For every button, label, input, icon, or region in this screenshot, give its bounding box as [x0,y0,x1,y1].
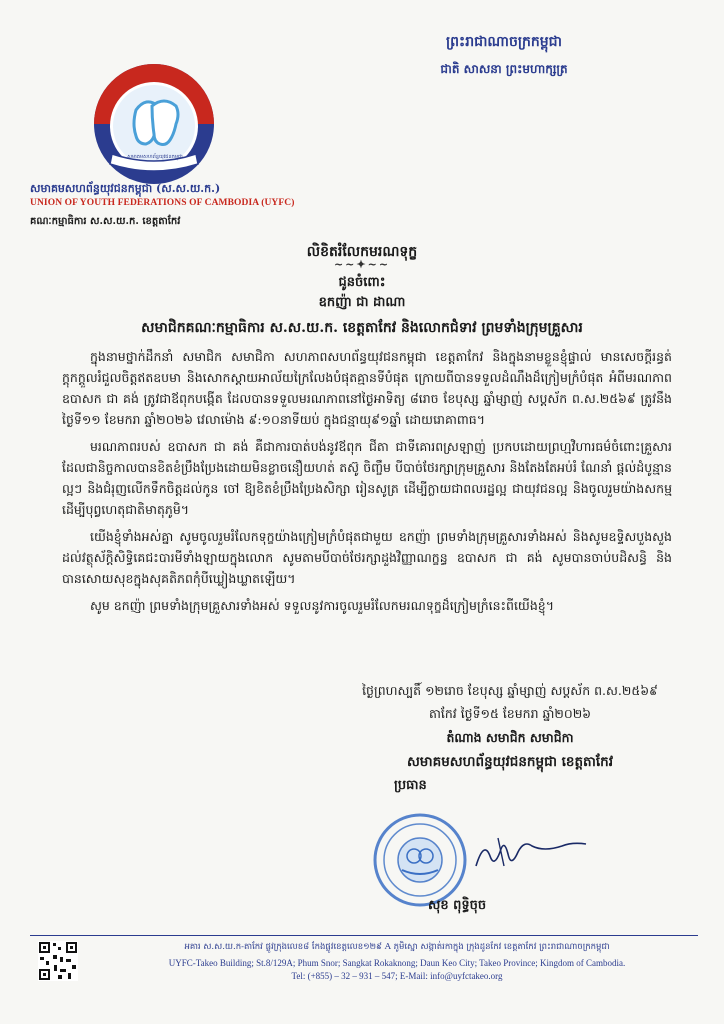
qr-code-icon [38,941,78,981]
addressee-name: ឧកញ៉ា ជា ដាណា [318,295,406,310]
paragraph-4: សូម ឧកញ៉ា ព្រមទាំងក្រុមគ្រួសារទាំងអស់ ទទួលនូវការចូលរួមរំលែកមរណទុក្ខដ៏ក្រៀមក្រំនេះពីយើងខ្ញុំ។ [90,598,554,613]
signing-org: សមាគមសហព័ន្ធយុវជនកម្ពុជា ខេត្តតាកែវ [406,754,614,770]
paragraph-3: យើងខ្ញុំទាំងអស់គ្នា សូមចូលរួមរំលែកទុក្ខយ៉ាងក្រៀមក្រំបំផុតជាមួយ ឧកញ៉ា ព្រមទាំងក្រុមគ្រួសារទាំងអស់ និងសូមឧទ្ទិសបួងសួងដល់វត្ថុស័ក្តិសិទ្ធិគេជះបារមីទាំងឡាយក្នុងលោក សូមតាមបីបាច់ថែរក្សាដួងវិញ្ញាណក្ខន្ធ ឧបាសក ជា គង់ សូមបានចាប់បដិសន្ធិ និងបានសោយសុខក្នុងសុគតិភពកុំបីឃ្លៀងឃ្លាតឡើយ។ [62,529,672,586]
paragraph-1: ក្នុងនាមថ្នាក់ដឹកនាំ សមាជិក សមាជិកា សហភាពសហព័ន្ធយុវជនកម្ពុជា ខេត្តតាកែវ និងក្នុងនាមខ្លួនខ្ញុំផ្ទាល់ មានសេចក្តីរន្ធត់ក្តុកក្តួលរំជួលចិត្តឥតឧបមា និងសោកស្តាយអាល័យក្រៃលែងបំផុតគ្មានទីបំផុត ក្រោយពីបានទទួលដំណឹងដ៏ក្រៀមក្រំបំផុត អំពីមរណភាព ឧបាសក ជា គង់ ត្រូវជាឪពុកបង្កើត ដែលបានទទួលមរណភាពនៅថ្ងៃអាទិត្យ ៨រោច ខែបុស្ស ឆ្នាំម្សាញ់ សប្តស័ក ព.ស.២៥៦៩ ត្រូវនឹងថ្ងៃទី១១ ខែមករា ឆ្នាំ២០២៦ វេលាម៉ោង ៩:១០នាទីយប់ ក្នុងជន្មាយុ៩១ឆ្នាំ ដោយរោគាពាធ។ [62,349,672,427]
footer-address-khmer: អគារ ស.ស.យ.ក-តាកែវ ផ្លូវក្រុងលេខ៨ កែងផ្លូវខេត្តលេខ១២៩ A ភូមិស្នោ សង្កាត់រកាក្នុង ក្រុងដូនកែវ ខេត្តតាកែវ ព្រះរាជាណាចក្រកម្ពុជា [184,942,610,952]
official-seal-stamp [372,812,468,908]
logo-banner-text: សមាគមសហព័ន្ធយុវជនកម្ពុជា [127,154,183,160]
date-solar: តាកែវ ថ្ងៃទី១៥ ខែមករា ឆ្នាំ២០២៦ [428,706,592,721]
title-ornament: ~~✦~~ [333,258,391,271]
footer-divider [30,935,698,936]
handwritten-signature [470,830,590,880]
signer-name: សុខ ពុទ្ធិចុច [428,898,487,913]
paragraph-2: មរណភាពរបស់ ឧបាសក ជា គង់ គឺជាការបាត់បង់នូវឪពុក ជីតា ជាទីគោរពស្រឡាញ់ ប្រកបដោយព្រហ្មវិហារធម៌ចំពោះគ្រួសារ ដែលជានិច្ចកាលបានខិតខំប្រឹងប្រែងដោយមិនខ្លាចនឿយហត់ តស៊ូ ចិញ្ចឹម បីបាច់ថែរក្សាក្រុមគ្រួសារ និងតែងតែអប់រំ ណែនាំ ផ្តល់ដំបូន្មានល្អៗ និងជំរុញលើកទឹកចិត្តដល់កូន ចៅ ឱ្យខិតខំប្រឹងប្រែងសិក្សា រៀនសូត្រ ដើម្បីក្លាយជាពលរដ្ឋល្អ ជាយុវជនល្អ និងចូលរួមយ៉ាងសកម្មដើម្បីបុព្វហេតុជាតិមាតុភូមិ។ [62,439,672,517]
on-behalf-label: តំណាង សមាជិក សមាជិកា [446,730,574,745]
addressee-label: ជូនចំពោះ [338,275,386,290]
addressee-members: សមាជិកគណៈកម្មាធិការ ស.ស.យ.ក. ខេត្តតាកែវ និងលោកជំទាវ ព្រមទាំងក្រុមគ្រួសារ [141,320,583,336]
uyfc-logo [92,62,216,186]
kingdom-motto [394,32,614,79]
footer-contact: Tel: (+855) – 32 – 931 – 547; E-Mail: info@uyfctakeo.org [291,971,503,981]
kingdom-motto-line: ជាតិ សាសនា ព្រះមហាក្សត្រ [440,62,568,76]
letter-body [62,346,672,622]
org-name-khmer: សមាគមសហព័ន្ធយុវជនកម្ពុជា (ស.ស.យ.ក.) [30,182,221,195]
footer-address-english: UYFC-Takeo Building; St.8/129A; Phum Snor; Sangkat Rokaknong; Daun Keo City; Takeo Province; Kingdom of Cambodia. [168,958,626,968]
org-committee: គណៈកម្មាធិការ ស.ស.យ.ក. ខេត្តតាកែវ [30,216,181,227]
signer-role: ប្រធាន [394,778,427,793]
letter-title: លិខិតរំលែកមរណទុក្ខ [306,244,418,260]
org-name-english: UNION OF YOUTH FEDERATIONS OF CAMBODIA (UYFC) [30,198,295,208]
date-lunar: ថ្ងៃព្រហស្បតិ៍ ១២រោច ខែបុស្ស ឆ្នាំម្សាញ់ សប្តស័ក ព.ស.២៥៦៩ [362,683,658,698]
kingdom-title: ព្រះរាជាណាចក្រកម្ពុជា [445,34,562,50]
